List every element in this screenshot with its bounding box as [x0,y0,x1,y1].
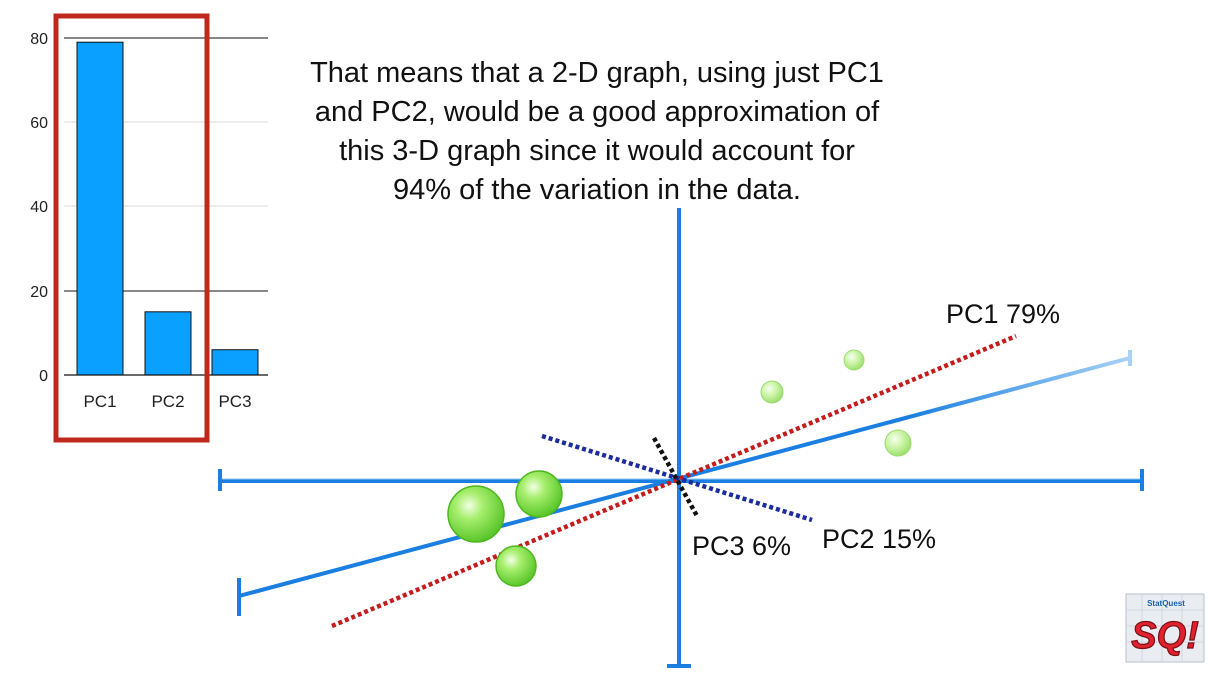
x-tick-label-pc3: PC3 [218,392,252,411]
caption-line: That means that a 2-D graph, using just PC1 [310,57,884,89]
bar-pc1 [77,42,123,375]
x-tick-label-pc1: PC1 [83,392,117,411]
y-tick-label: 40 [30,199,48,216]
y-tick-label: 20 [30,284,48,301]
caption-line: 94% of the variation in the data. [393,174,801,206]
y-tick-labels [30,31,48,385]
pc1-label: PC1 79% [946,299,1061,329]
pca-diagram [220,208,1142,666]
caption-line: and PC2, would be a good approximation of [314,96,880,128]
scree-plot [30,16,268,440]
logo-text: SQ! [1131,615,1199,657]
y-tick-label: 0 [39,368,48,385]
bars [77,42,258,375]
pc3-label: PC3 6% [692,531,792,561]
pc2-label: PC2 15% [822,524,937,554]
data-point [496,546,536,586]
x-tick-labels [83,392,251,411]
depth-axis [239,358,1130,596]
bar-pc2 [145,312,191,375]
explanation-caption [262,54,932,210]
data-point [844,350,864,370]
data-point [761,381,783,403]
x-tick-label-pc2: PC2 [151,392,185,411]
bar-pc3 [212,350,258,375]
data-point [448,486,504,542]
y-tick-label: 80 [30,31,48,48]
y-tick-label: 60 [30,115,48,132]
statquest-logo [1122,588,1208,668]
data-point [516,471,562,517]
logo-small-text: StatQuest [1147,599,1185,608]
caption-line: this 3-D graph since it would account for [339,135,855,167]
data-point [885,430,911,456]
